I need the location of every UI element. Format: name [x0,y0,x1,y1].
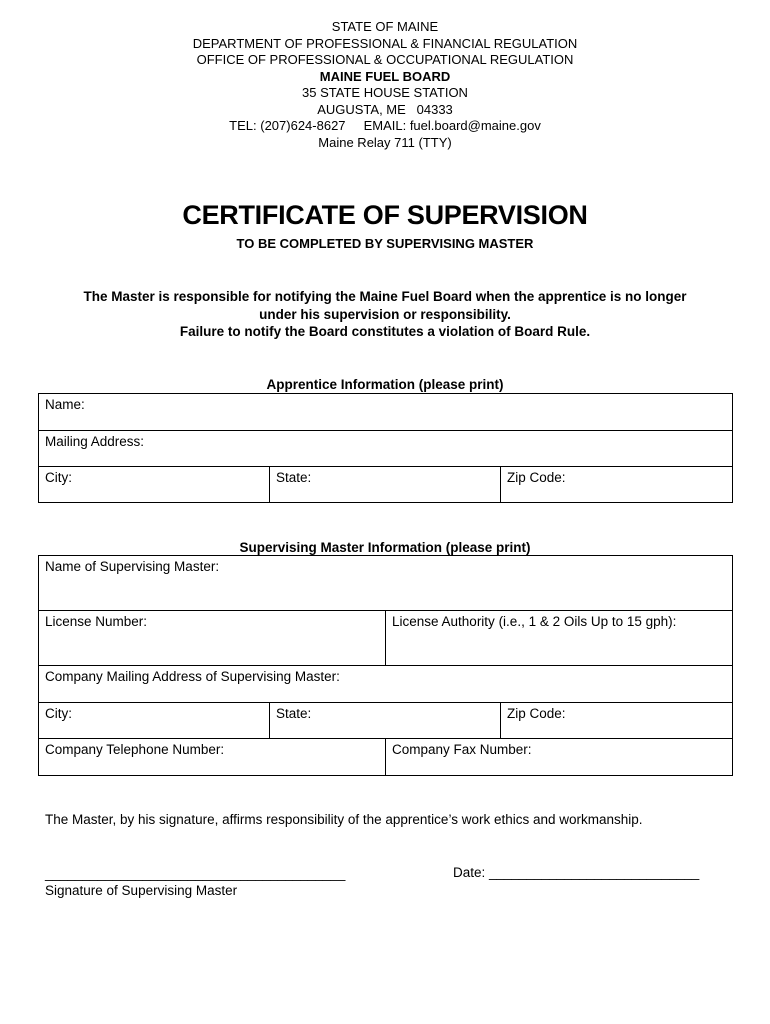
header-office: OFFICE OF PROFESSIONAL & OCCUPATIONAL REGULATION [196,52,574,67]
apprentice-mailing-address-label: Mailing Address: [45,434,145,449]
apprentice-city-field[interactable] [39,467,270,503]
master-city-label: City: [45,706,72,721]
date-field[interactable]: Date: ____________________________ [453,865,700,880]
company-fax-label: Company Fax Number: [392,742,532,757]
notice [0,288,770,341]
header-address: 35 STATE HOUSE STATION [302,85,468,100]
apprentice-state-label: State: [276,470,312,485]
master-name-label: Name of Supervising Master: [45,559,220,574]
master-state-field[interactable] [270,703,501,739]
header-board: MAINE FUEL BOARD [319,68,451,84]
notice-line-1: The Master is responsible for notifying the Maine Fuel Board when the apprentice is no longer [83,289,687,304]
header-city: AUGUSTA, ME 04333 [317,101,453,117]
page-title: CERTIFICATE OF SUPERVISION [182,200,588,230]
master-name-field[interactable] [39,556,733,611]
apprentice-city-label: City: [45,470,72,485]
company-telephone-label: Company Telephone Number: [45,742,225,757]
header-relay: Maine Relay 711 (TTY) [318,134,452,150]
apprentice-zip-label: Zip Code: [507,470,566,485]
apprentice-section-title: Apprentice Information (please print) [266,377,504,392]
apprentice-name-field[interactable] [39,394,733,431]
page-subtitle: TO BE COMPLETED BY SUPERVISING MASTER [236,236,534,251]
company-telephone-field[interactable] [39,739,386,776]
notice-line-2: under his supervision or responsibility. [259,306,511,322]
header-contact: TEL: (207)624-8627 EMAIL: fuel.board@maine.gov [229,118,541,133]
license-authority-label: License Authority (i.e., 1 & 2 Oils Up to 15 gph): [392,614,677,629]
signature-label: Signature of Supervising Master [45,883,238,898]
apprentice-name-label: Name: [45,397,85,412]
apprentice-form [38,393,733,503]
company-address-label: Company Mailing Address of Supervising Master: [45,669,340,684]
affirmation-text: The Master, by his signature, affirms responsibility of the apprentice’s work ethics and workmanship. [45,812,643,827]
master-state-label: State: [276,706,312,721]
notice-line-3: Failure to notify the Board constitutes a violation of Board Rule. [179,324,591,339]
header-state: STATE OF MAINE [331,19,439,34]
license-authority-field[interactable] [386,611,733,666]
company-fax-field[interactable] [386,739,733,776]
license-number-label: License Number: [45,614,148,629]
apprentice-zip-field[interactable] [501,467,733,503]
apprentice-mailing-address-field[interactable] [39,431,733,467]
master-zip-label: Zip Code: [507,706,566,721]
company-address-field[interactable] [39,666,733,703]
master-section-title: Supervising Master Information (please print) [239,540,531,555]
header-department: DEPARTMENT OF PROFESSIONAL & FINANCIAL REGULATION [192,35,578,51]
license-number-field[interactable] [39,611,386,666]
apprentice-state-field[interactable] [270,467,501,503]
master-city-field[interactable] [39,703,270,739]
master-zip-field[interactable] [501,703,733,739]
signature-line[interactable]: ________________________________________ [45,866,346,881]
master-form [38,555,733,776]
agency-header [0,19,770,151]
